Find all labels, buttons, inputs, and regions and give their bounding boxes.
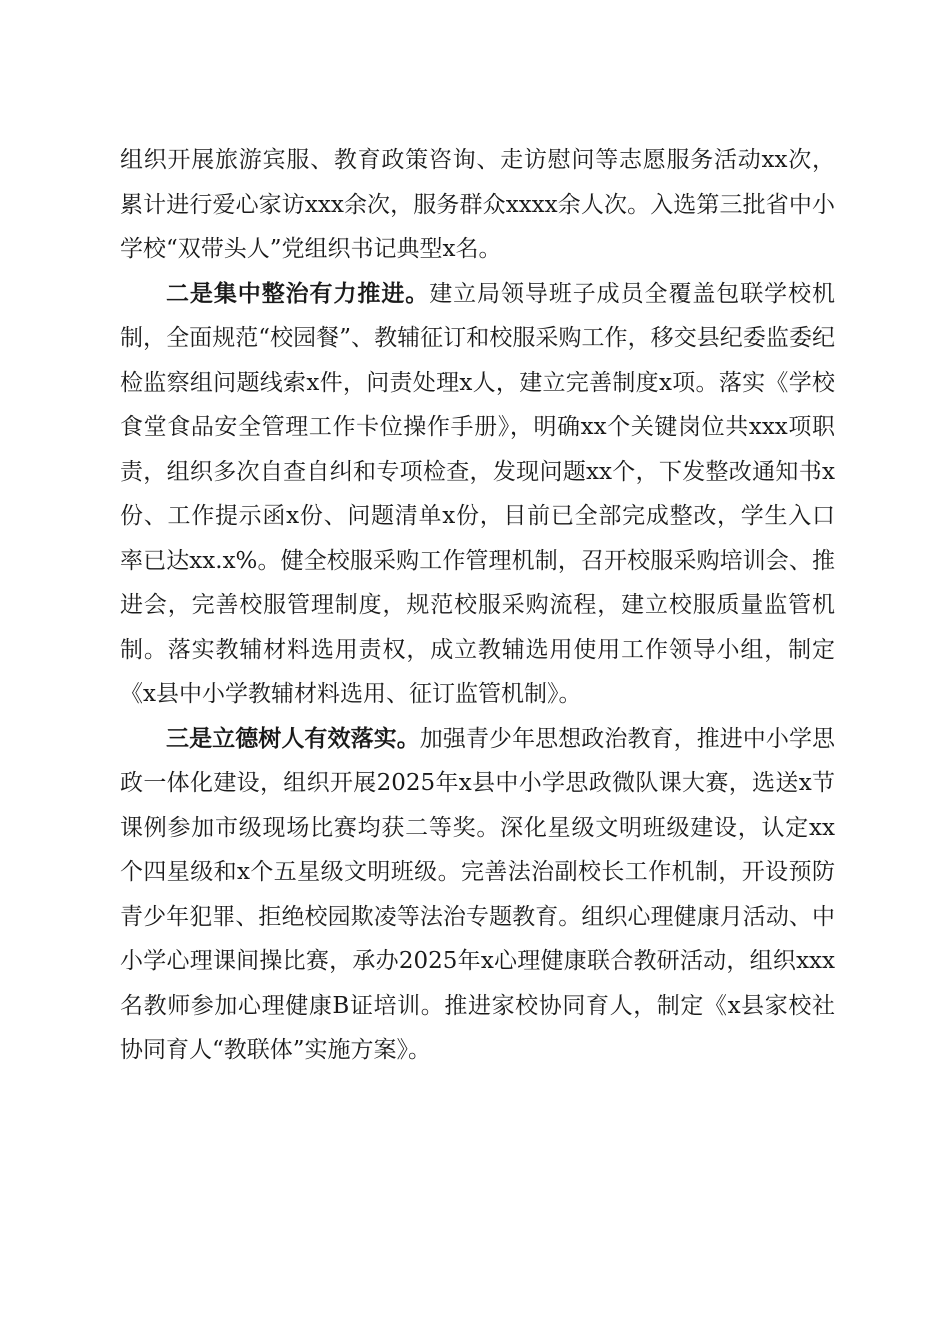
- document-body: [120, 138, 835, 1073]
- paragraph-text: 建立局领导班子成员全覆盖包联学校机制，全面规范“校园餐”、教辅征订和校服采购工作，移交县纪委监委纪检监察组问题线索x件，问责处理x人，建立完善制度x项。落实《学校食堂食品安全管理工作卡位操作手册》，明确xx个关键岗位共xxx项职责，组织多次自查自纠和专项检查，发现问题xx个，下发整改通知书x份、工作提示函x份、问题清单x份，目前已全部完成整改，学生入口率已达xx.x%。健全校服采购工作管理机制，召开校服采购培训会、推进会，完善校服管理制度，规范校服采购流程，建立校服质量监管机制。落实教辅材料选用责权，成立教辅选用使用工作领导小组，制定《x县中小学教辅材料选用、征订监管机制》。: [120, 280, 836, 707]
- paragraph-text: 加强青少年思想政治教育，推进中小学思政一体化建设，组织开展2025年x县中小学思政微队课大赛，选送x节课例参加市级现场比赛均获二等奖。深化星级文明班级建设，认定xx个四星级和x个五星级文明班级。完善法治副校长工作机制，开设预防青少年犯罪、拒绝校园欺凌等法治专题教育。组织心理健康月活动、中小学心理课间操比赛，承办2025年x心理健康联合教研活动，组织xxx名教师参加心理健康B证培训。推进家校协同育人，制定《x县家校社协同育人“教联体”实施方案》。: [120, 725, 836, 1063]
- paragraph-lead: 三是立德树人有效落实。: [166, 724, 420, 752]
- paragraph-rectification: [120, 272, 835, 717]
- paragraph-volunteer-service: [120, 138, 835, 272]
- paragraph-lead: 二是集中整治有力推进。: [166, 279, 430, 307]
- paragraph-moral-education: [120, 717, 835, 1073]
- paragraph-text: 组织开展旅游宾服、教育政策咨询、走访慰问等志愿服务活动xx次，累计进行爱心家访xxx余次，服务群众xxxx余人次。入选第三批省中小学校“双带头人”党组织书记典型x名。: [120, 147, 835, 262]
